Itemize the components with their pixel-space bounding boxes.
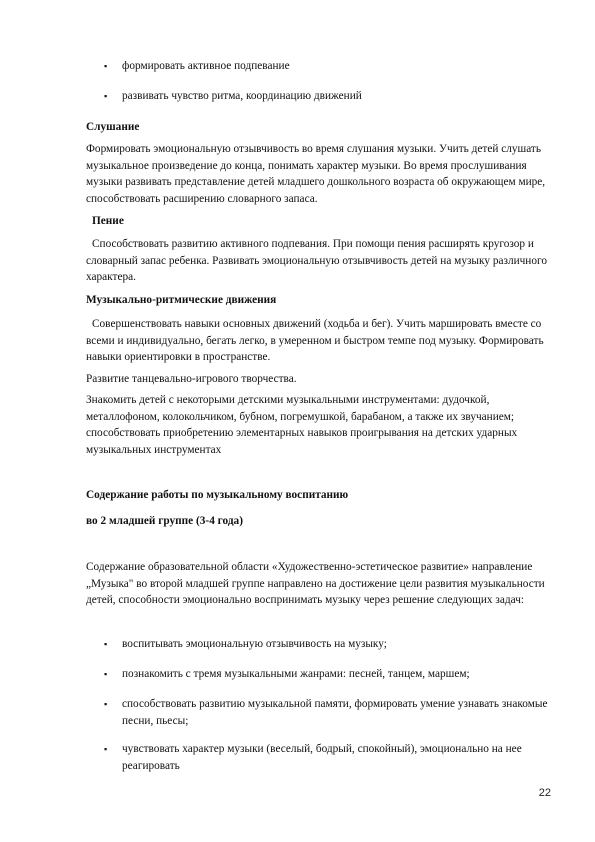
- section-title-line2: во 2 младшей группе (3-4 года): [86, 515, 243, 527]
- movement-text: Совершенствовать навыки основных движений (ходьба и бег). Учить маршировать вместе со всеми и индивидуально, бегать легко, в умеренном и быстром темпе под музыку. Формировать навыки ориентировки в пространстве.: [86, 318, 544, 363]
- list-item-text: формировать активное подпевание: [122, 60, 290, 72]
- list-item-text: познакомить с тремя музыкальными жанрами: песней, танцем, маршем;: [122, 668, 470, 680]
- list-item: [104, 58, 556, 75]
- list-item-text: чувствовать характер музыки (веселый, бодрый, спокойный), эмоционально на нее реагировать: [122, 743, 522, 772]
- dance-text: Развитие танцевально-игрового творчества.: [86, 373, 297, 385]
- page-number: 22: [538, 787, 551, 799]
- section-title-line1: Содержание работы по музыкальному воспитанию: [86, 489, 349, 501]
- listening-text: Формировать эмоциональную отзывчивость во время слушания музыки. Учить детей слушать музыкальное произведение до конца, понимать характер музыки. Во время прослушивания музыки развивать представление детей младшего дошкольного возраста об окружающем мире, способствовать расширению словарного запаса.: [86, 143, 546, 205]
- bullet-icon: ▪: [104, 91, 108, 101]
- list-item: [104, 666, 556, 683]
- movement-heading: Музыкально-ритмические движения: [86, 294, 277, 306]
- list-item: [104, 696, 556, 729]
- listening-heading: Слушание: [86, 121, 140, 133]
- list-item: [104, 741, 556, 774]
- bullet-icon: ▪: [104, 61, 108, 71]
- instruments-text: Знакомить детей с некоторыми детскими музыкальными инструментами: дудочкой, металлофоном, колокольчиком, бубном, погремушкой, барабаном, а также их звучанием; способствовать приобретению элементарных навыков проигрывания на детских ударных музыкальных инструментах: [86, 394, 518, 456]
- singing-text: Способствовать развитию активного подпевания. При помощи пения расширять кругозор и словарный запас ребенка. Развивать эмоциональную отзывчивость детей на музыку различного характера.: [86, 238, 548, 283]
- list-item-text: способствовать развитию музыкальной памяти, формировать умение узнавать знакомые песни, пьесы;: [122, 698, 548, 727]
- bullet-icon: ▪: [104, 699, 108, 709]
- list-item: [104, 88, 556, 105]
- list-item-text: воспитывать эмоциональную отзывчивость на музыку;: [122, 638, 387, 650]
- singing-heading: Пение: [92, 215, 124, 227]
- bullet-icon: ▪: [104, 744, 108, 754]
- list-item-text: развивать чувство ритма, координацию движений: [122, 90, 362, 102]
- bullet-icon: ▪: [104, 669, 108, 679]
- list-item: [104, 636, 556, 653]
- section-intro: Содержание образовательной области «Художественно-эстетическое развитие» направление „Музыка" во второй младшей группе направлено на достижение цели развития музыкальности детей, способности эмоционально воспринимать музыку через решение следующих задач:: [86, 561, 545, 606]
- bullet-icon: ▪: [104, 639, 108, 649]
